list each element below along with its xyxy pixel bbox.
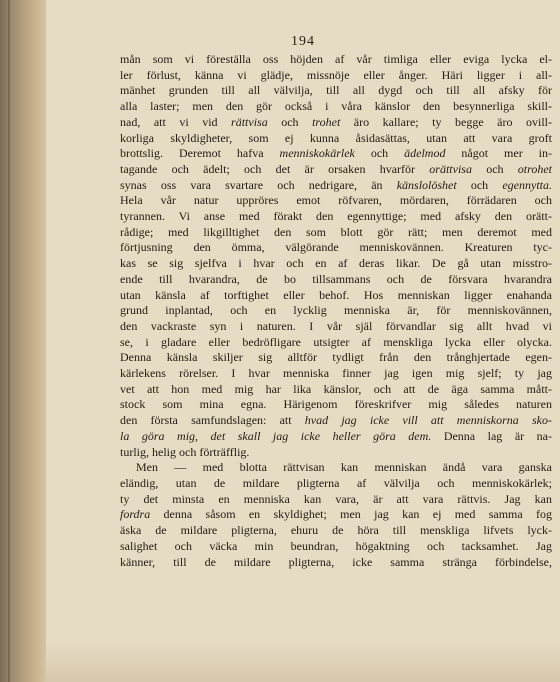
text-line xyxy=(120,397,552,413)
text-line xyxy=(120,52,552,68)
text-segment: brottslig. Deremot hafva xyxy=(120,146,280,161)
text-segment: mänhet grunden till all välvilja, till all dygd och till all afsky för xyxy=(120,83,552,98)
text-segment: ler förlust, känna vi glädje, missnöje eller ånger. Häri ligger i all- xyxy=(120,67,552,82)
text-segment: grund inplantad, och en lycklig menniska är, för menniskovännen, xyxy=(120,303,552,318)
text-line xyxy=(120,539,552,555)
text-line xyxy=(120,256,552,272)
text-segment: den vackraste syn i naturen. I vår själ förvandlar sig allt hvad vi xyxy=(120,318,552,333)
italic-text: rättvisa xyxy=(231,114,268,129)
text-line xyxy=(120,162,552,178)
text-line xyxy=(120,146,552,162)
text-line xyxy=(120,507,552,523)
text-segment: alla laster; men den gör också i våra känslor den besynnerliga skill- xyxy=(120,99,552,114)
italic-text: egennytta. xyxy=(502,177,553,192)
book-spine-gutter xyxy=(0,0,46,682)
italic-text: la göra mig, det skall jag icke heller göra dem. xyxy=(120,428,432,443)
text-segment: Men — med blotta rättvisan kan menniskan ändå vara ganska xyxy=(136,460,552,475)
text-segment: utan känsla af torftighet eller behof. Hos menniskan ligger enahanda xyxy=(120,287,552,302)
text-line xyxy=(120,272,552,288)
text-segment: se, i gladare eller bedröfligare utsigter af menskliga lycka eller olycka. xyxy=(120,334,552,349)
text-line xyxy=(120,178,552,194)
text-line xyxy=(120,225,552,241)
text-segment: korliga skyldigheter, som ej kunna åsidasättas, utan att vara groft xyxy=(120,130,552,145)
text-segment: Hela vår natur uppröres emot röfvaren, mördaren, förrädaren och xyxy=(120,193,552,208)
text-line xyxy=(120,366,552,382)
text-segment: och xyxy=(267,114,313,129)
text-line xyxy=(120,303,552,319)
text-segment: tagande och ädelt; och det är orsaken hvarför xyxy=(120,161,430,176)
text-segment: känner, till de mildare pligterna, icke samma stränga förbindelse, xyxy=(120,554,552,569)
text-line xyxy=(120,523,552,539)
text-line xyxy=(120,382,552,398)
text-line xyxy=(120,429,552,445)
text-segment: ty det minsta en menniska kan vara, är att vara rättvis. Jag kan xyxy=(120,491,552,506)
italic-text: menniskokärlek xyxy=(279,146,355,161)
text-line xyxy=(120,460,552,476)
text-segment: Denna känsla skiljer sig alltför tydligt från den trånghjertade egen- xyxy=(120,350,552,365)
text-segment: äska de mildare pligterna, ehuru de höra till menskliga lifvets lyck- xyxy=(120,523,552,538)
text-segment: förtjusning den ömma, välgörande menniskovännen. Kreaturen tyc- xyxy=(120,240,552,255)
text-segment: och xyxy=(471,161,518,176)
text-segment: stock som mina egna. Härigenom föreskrifver mig således naturen xyxy=(120,397,552,412)
text-line xyxy=(120,209,552,225)
text-line xyxy=(120,492,552,508)
text-line xyxy=(120,68,552,84)
text-segment: kas se sig sjelfva i hvar och en af deras likar. De gå utan misstro- xyxy=(120,256,552,271)
text-line xyxy=(120,115,552,131)
page-number: 194 xyxy=(291,34,315,49)
text-segment: salighet och väcka min beundran, högaktning och tacksamhet. Jag xyxy=(120,538,552,553)
text-line xyxy=(120,555,552,571)
book-page xyxy=(46,0,560,682)
text-segment: äro kallare; ty begge äro ovill- xyxy=(340,114,552,129)
text-segment: rådige; med likgilltighet den som blott gör rätt; men deremot med xyxy=(120,224,552,239)
text-segment: den första samfundslagen: att xyxy=(120,413,305,428)
text-line xyxy=(120,193,552,209)
text-segment: mån som vi föreställa oss höjden af vår timliga eller eviga lycka el- xyxy=(120,52,552,66)
italic-text: hvad jag icke vill att menniskorna sko- xyxy=(304,413,552,428)
text-line xyxy=(120,83,552,99)
text-line xyxy=(120,413,552,429)
text-line xyxy=(120,131,552,147)
text-line xyxy=(120,445,552,461)
page-bottom-shade xyxy=(46,640,560,682)
italic-text: ädelmod xyxy=(404,146,446,161)
text-segment: tyrannen. Vi anse med förakt den egennyttige; med afsky den orätt- xyxy=(120,209,552,224)
text-line xyxy=(120,288,552,304)
text-line xyxy=(120,319,552,335)
text-segment: och xyxy=(456,177,503,192)
italic-text: fordra xyxy=(120,507,151,522)
text-segment: vet att hon med mig har lika känslor, och att de äga samma mått- xyxy=(120,381,552,396)
italic-text: trohet xyxy=(312,114,341,129)
text-segment: eländig, utan de mildare pligterna af välvilja och menniskokärlek; xyxy=(120,475,552,490)
text-line xyxy=(120,240,552,256)
text-segment: nad, att vi vid xyxy=(120,114,232,129)
italic-text: känslolöshet xyxy=(396,177,457,192)
text-segment: Denna lag är na- xyxy=(431,428,552,443)
italic-text: orättvisa xyxy=(429,161,472,176)
text-segment: synas oss vara svartare och nedrigare, än xyxy=(120,177,397,192)
text-line xyxy=(120,99,552,115)
text-segment: ende till hvarandra, de bo tillsammans och de försvara hvarandra xyxy=(120,271,552,286)
text-segment: och xyxy=(354,146,405,161)
text-line xyxy=(120,335,552,351)
italic-text: otrohet xyxy=(517,161,553,176)
text-segment: kärlekens rörelser. I hvar menniska finner jag igen mig sjelf; ty jag xyxy=(120,366,552,381)
text-segment: denna såsom en skyldighet; men jag kan ej med samma fog xyxy=(150,507,552,522)
text-segment: turlig, helig och förträfflig. xyxy=(120,444,250,459)
page-text xyxy=(120,52,552,570)
text-line xyxy=(120,350,552,366)
text-line xyxy=(120,476,552,492)
text-segment: något mer in- xyxy=(445,146,552,161)
